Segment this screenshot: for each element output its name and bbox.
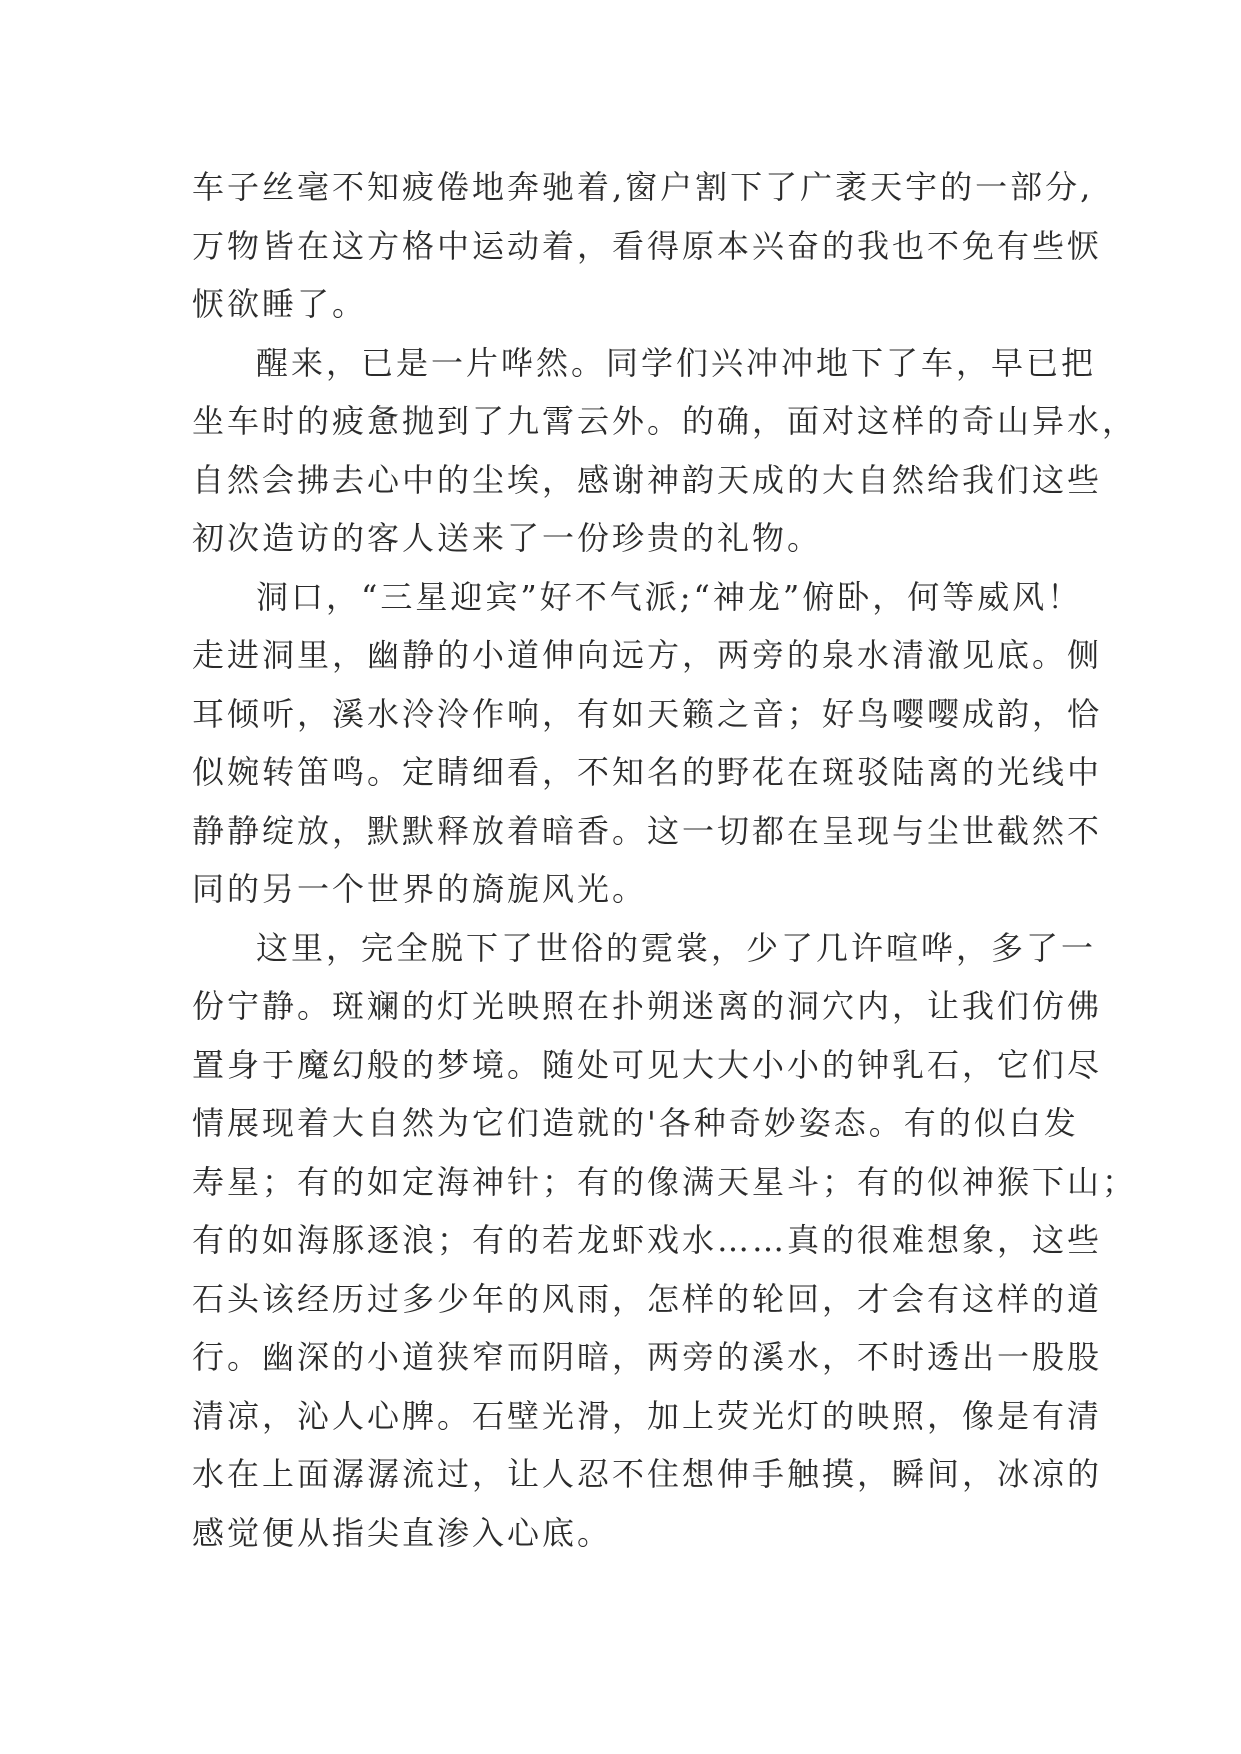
paragraph-4: [192, 919, 1138, 1563]
text-line: 同的另一个世界的旖旎风光。: [192, 870, 648, 908]
text-line: 这里，完全脱下了世俗的霓裳，少了几许喧哗，多了一: [256, 928, 1097, 967]
text-line: 水在上面潺潺流过，让人忍不住想伸手触摸，瞬间，冰凉的: [192, 1455, 1103, 1493]
paragraph-2: [192, 334, 1138, 568]
text-line: 似婉转笛鸣。定睛细看，不知名的野花在斑驳陆离的光线中: [192, 753, 1103, 791]
text-line: 车子丝毫不知疲倦地奔驰着,窗户割下了广袤天宇的一部分,: [192, 168, 1094, 206]
text-line: 坐车时的疲惫抛到了九霄云外。的确，面对这样的奇山异水，: [192, 402, 1138, 440]
text-line: 走进洞里，幽静的小道伸向远方，两旁的泉水清澈见底。侧: [192, 636, 1103, 674]
text-line: 感觉便从指尖直渗入心底。: [192, 1513, 613, 1552]
text-line: 静静绽放，默默释放着暗香。这一切都在呈现与尘世截然不: [192, 811, 1103, 850]
document-body: [192, 158, 1138, 1562]
text-line: 份宁静。斑斓的灯光映照在扑朔迷离的洞穴内，让我们仿佛: [192, 987, 1103, 1025]
text-line: 情展现着大自然为它们造就的'各种奇妙姿态。有的似白发: [192, 1104, 1079, 1142]
text-line: 石头该经历过多少年的风雨，怎样的轮回，才会有这样的道: [192, 1279, 1103, 1318]
paragraph-1: [192, 158, 1103, 334]
text-line: 清凉，沁人心脾。石壁光滑，加上荧光灯的映照，像是有清: [192, 1396, 1103, 1435]
text-line: 行。幽深的小道狭窄而阴暗，两旁的溪水，不时透出一股股: [192, 1338, 1103, 1376]
text-line: 自然会拂去心中的尘埃，感谢神韵天成的大自然给我们这些: [192, 460, 1103, 499]
text-line: 初次造访的客人送来了一份珍贵的礼物。: [192, 519, 823, 557]
text-line: 万物皆在这方格中运动着，看得原本兴奋的我也不免有些恹: [192, 226, 1103, 265]
text-line: 寿星；有的如定海神针；有的像满天星斗；有的似神猴下山；: [192, 1162, 1138, 1201]
text-line: 有的如海豚逐浪；有的若龙虾戏水……真的很难想象，这些: [192, 1221, 1103, 1259]
text-line: 耳倾听，溪水泠泠作响，有如天籁之音；好鸟嘤嘤成韵，恰: [192, 694, 1103, 733]
text-line: 恹欲睡了。: [192, 285, 368, 323]
text-line: 醒来，已是一片哗然。同学们兴冲冲地下了车，早已把: [256, 343, 1097, 382]
text-line: 置身于魔幻般的梦境。随处可见大大小小的钟乳石，它们尽: [192, 1045, 1103, 1084]
paragraph-3: [192, 568, 1103, 919]
text-line: 洞口，“三星迎宾”好不气派;“神龙”俯卧，何等威风！: [256, 577, 1083, 616]
